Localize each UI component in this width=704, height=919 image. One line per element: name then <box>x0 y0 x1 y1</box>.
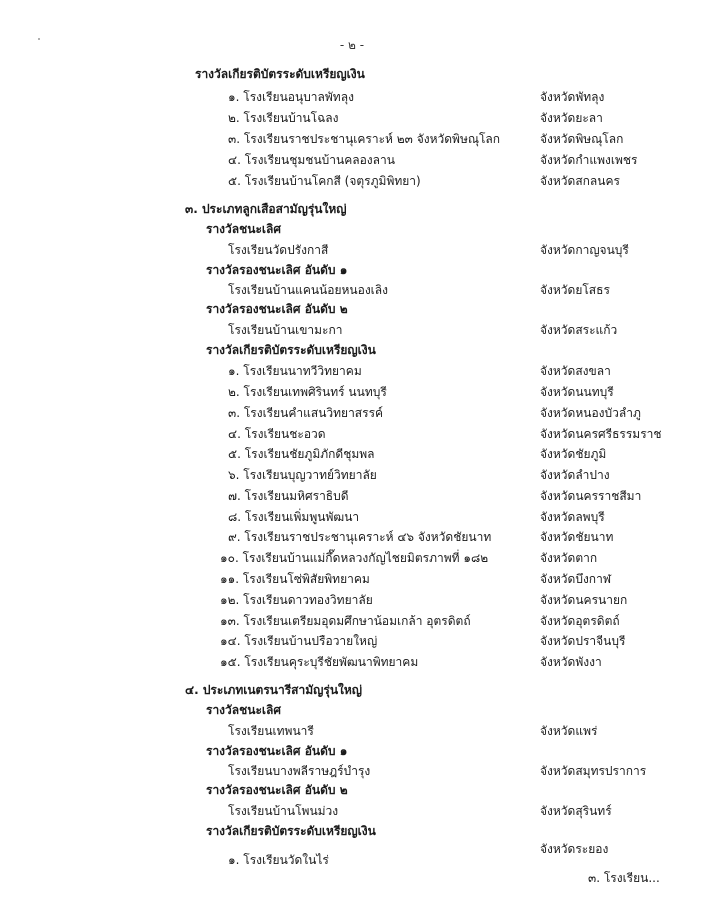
school-name: ๒. โรงเรียนบ้านโฉลง <box>228 111 339 125</box>
province: จังหวัดยะลา <box>540 111 603 125</box>
section-title: ๔. ประเภทเนตรนารีสามัญรุ่นใหญ่ <box>185 683 363 697</box>
school-name: ๕. โรงเรียนบ้านโคกสี (จตุรภูมิพิทยา) <box>228 174 421 188</box>
province: จังหวัดบึงกาฬ <box>540 572 612 586</box>
school-name: ๓. โรงเรียนราชประชานุเคราะห์ ๒๓ จังหวัดพิษณุโลก <box>228 132 501 146</box>
school-name: ๙. โรงเรียนราชประชานุเคราะห์ ๔๖ จังหวัดชัยนาท <box>228 530 492 544</box>
award-heading: รางวัลรองชนะเลิศ อันดับ ๑ <box>206 744 348 758</box>
province: จังหวัดสงขลา <box>540 364 611 378</box>
next-page-continuation: ๓. โรงเรียน... <box>588 871 660 885</box>
award-heading: รางวัลเกียรติบัตรระดับเหรียญเงิน <box>195 67 365 81</box>
province: จังหวัดสุรินทร์ <box>540 804 612 818</box>
province: จังหวัดนนทบุรี <box>540 385 614 399</box>
award-heading: รางวัลเกียรติบัตรระดับเหรียญเงิน <box>206 824 376 838</box>
school-name: ๑๔. โรงเรียนบ้านปรือวายใหญ่ <box>220 634 378 648</box>
award-heading: รางวัลรองชนะเลิศ อันดับ ๒ <box>206 783 348 797</box>
province: จังหวัดยโสธร <box>540 283 610 297</box>
province: จังหวัดสมุทรปราการ <box>540 764 647 778</box>
school-name: ๖. โรงเรียนบุญวาทย์วิทยาลัย <box>228 468 377 482</box>
province: จังหวัดกาญจนบุรี <box>540 243 629 257</box>
province: จังหวัดพังงา <box>540 655 602 669</box>
province: จังหวัดชัยภูมิ <box>540 447 607 461</box>
province: จังหวัดนครนายก <box>540 593 628 607</box>
award-heading: รางวัลเกียรติบัตรระดับเหรียญเงิน <box>206 343 376 357</box>
award-heading: รางวัลชนะเลิศ <box>206 703 281 717</box>
page-number: - ๒ - <box>339 38 365 52</box>
province: จังหวัดระยอง <box>540 842 609 856</box>
school-name: โรงเรียนบ้านโพนม่วง <box>228 804 339 818</box>
province: จังหวัดสกลนคร <box>540 174 620 188</box>
province: จังหวัดนครราชสีมา <box>540 489 642 503</box>
province: จังหวัดลพบุรี <box>540 510 605 524</box>
school-name: ๘. โรงเรียนเพิ่มพูนพัฒนา <box>228 510 360 524</box>
award-heading: รางวัลชนะเลิศ <box>206 222 281 236</box>
school-name: ๑๓. โรงเรียนเตรียมอุดมศึกษาน้อมเกล้า อุตรดิตถ์ <box>220 614 471 628</box>
school-name: ๑. โรงเรียนนาทวีวิทยาคม <box>228 364 362 378</box>
school-name: ๔. โรงเรียนชุมชนบ้านคลองลาน <box>228 153 395 167</box>
province: จังหวัดกำแพงเพชร <box>540 153 638 167</box>
school-name: โรงเรียนเทพนารี <box>228 724 314 738</box>
province: จังหวัดชัยนาท <box>540 530 614 544</box>
province: จังหวัดอุตรดิตถ์ <box>540 614 620 628</box>
province: จังหวัดพัทลุง <box>540 90 605 104</box>
section-title: ๓. ประเภทลูกเสือสามัญรุ่นใหญ่ <box>185 202 347 216</box>
province: จังหวัดหนองบัวลำภู <box>540 406 641 420</box>
school-name: ๑๐. โรงเรียนบ้านแม่กึ๊ดหลวงกัญไชยมิตรภาพที่ ๑๘๒ <box>220 551 489 565</box>
school-name: โรงเรียนบ้านเขามะกา <box>228 323 343 337</box>
school-name: ๑๒. โรงเรียนดาวทองวิทยาลัย <box>220 593 373 607</box>
school-name: ๑๕. โรงเรียนคุระบุรีชัยพัฒนาพิทยาคม <box>220 655 419 669</box>
school-name: โรงเรียนบ้านแคนน้อยหนองเลิง <box>228 283 388 297</box>
school-name: ๑. โรงเรียนวัดในไร่ <box>228 853 329 867</box>
award-heading: รางวัลรองชนะเลิศ อันดับ ๑ <box>206 263 348 277</box>
award-heading: รางวัลรองชนะเลิศ อันดับ ๒ <box>206 302 348 316</box>
school-name: ๑. โรงเรียนอนุบาลพัทลุง <box>228 90 354 104</box>
province: จังหวัดแพร่ <box>540 724 598 738</box>
province: จังหวัดตาก <box>540 551 598 565</box>
province: จังหวัดนครศรีธรรมราช <box>540 427 662 441</box>
school-name: โรงเรียนวัดปรังกาสี <box>228 243 329 257</box>
school-name: ๑๑. โรงเรียนโซ่พิสัยพิทยาคม <box>220 572 370 586</box>
province: จังหวัดสระแก้ว <box>540 323 618 337</box>
school-name: โรงเรียนบางพลีราษฎร์บำรุง <box>228 764 371 778</box>
school-name: ๗. โรงเรียนมหิศราธิบดี <box>228 489 349 503</box>
province: จังหวัดปราจีนบุรี <box>540 634 626 648</box>
province: จังหวัดลำปาง <box>540 468 610 482</box>
school-name: ๒. โรงเรียนเทพศิรินทร์ นนทบุรี <box>228 385 387 399</box>
school-name: ๕. โรงเรียนชัยภูมิภักดีชุมพล <box>228 447 375 461</box>
school-name: ๓. โรงเรียนคำแสนวิทยาสรรค์ <box>228 406 384 420</box>
school-name: ๔. โรงเรียนชะอวด <box>228 427 326 441</box>
province: จังหวัดพิษณุโลก <box>540 132 624 146</box>
